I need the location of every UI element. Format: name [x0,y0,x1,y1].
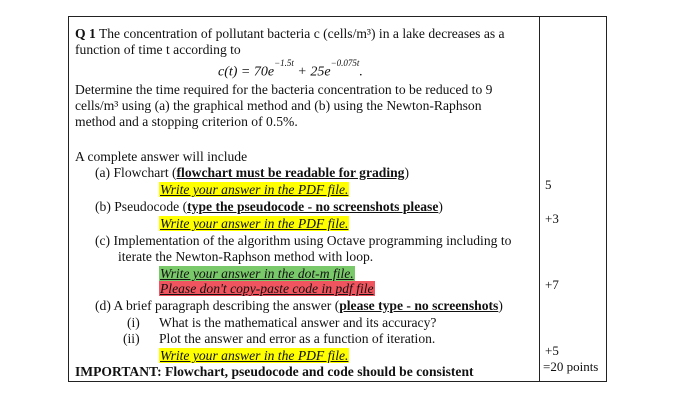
marks-column-divider [539,16,540,382]
item-d-ii-text: Plot the answer and error as a function of iteration. [159,331,436,346]
item-a [95,165,409,181]
marks-d: +5 [545,343,559,358]
marks-total: =20 points [543,359,599,374]
item-b-bold: type the pseudocode - no screenshots please [187,199,439,214]
answer-intro: A complete answer will include [75,149,248,164]
equation [218,58,363,81]
item-b-suffix: ) [438,199,443,214]
equation-end: . [359,64,363,80]
marks-a: 5 [545,177,552,192]
question-line-5: method and a stopping criterion of 0.5%. [75,114,298,129]
question-line-3: Determine the time required for the bacteria concentration to be reduced to 9 [75,82,493,97]
question-line-4: cells/m³ using (a) the graphical method and (b) using the Newton-Raphson [75,98,482,113]
item-b-note: Write your answer in the PDF file. [160,216,349,231]
item-a-prefix: (a) Flowchart ( [95,165,177,180]
item-a-note: Write your answer in the PDF file. [160,182,349,197]
question-line-2: function of time t according to [75,42,241,57]
item-d-bold: please type - no screenshots [339,298,499,313]
question-line-1 [75,26,505,42]
marks-c: +7 [545,277,559,292]
equation-exponent-1: −1.5t [274,58,294,68]
item-c-line-1: (c) Implementation of the algorithm using Octave programming including to [95,233,512,248]
marks-b: +3 [545,211,559,226]
question-text-1: The concentration of pollutant bacteria c (cells/m³) in a lake decreases as a [98,26,505,41]
item-d-i-number: (i) [127,315,140,330]
equation-lhs: c(t) = 70e [218,64,275,80]
item-b-prefix: (b) Pseudocode ( [95,199,188,214]
item-b [95,199,443,215]
item-c-note-1: Write your answer in the dot-m file. [160,266,354,281]
item-c-note-2: Please don't copy-paste code in pdf file [160,281,374,296]
item-d [95,298,503,314]
item-d-suffix: ) [498,298,503,313]
item-d-prefix: (d) A brief paragraph describing the answer ( [95,298,340,313]
item-a-bold: flowchart must be readable for grading [176,165,405,180]
item-a-suffix: ) [404,165,409,180]
item-d-i-text: What is the mathematical answer and its accuracy? [159,315,437,330]
equation-exponent-2: −0.075t [330,58,360,68]
item-c-line-2: iterate the Newton-Raphson method with loop. [118,249,374,264]
equation-mid: + 25e [293,64,331,80]
item-d-ii-number: (ii) [123,331,140,346]
item-d-note: Write your answer in the PDF file. [160,348,349,363]
important-note: IMPORTANT: Flowchart, pseudocode and code should be consistent [75,364,474,379]
question-number: Q 1 [75,26,96,41]
